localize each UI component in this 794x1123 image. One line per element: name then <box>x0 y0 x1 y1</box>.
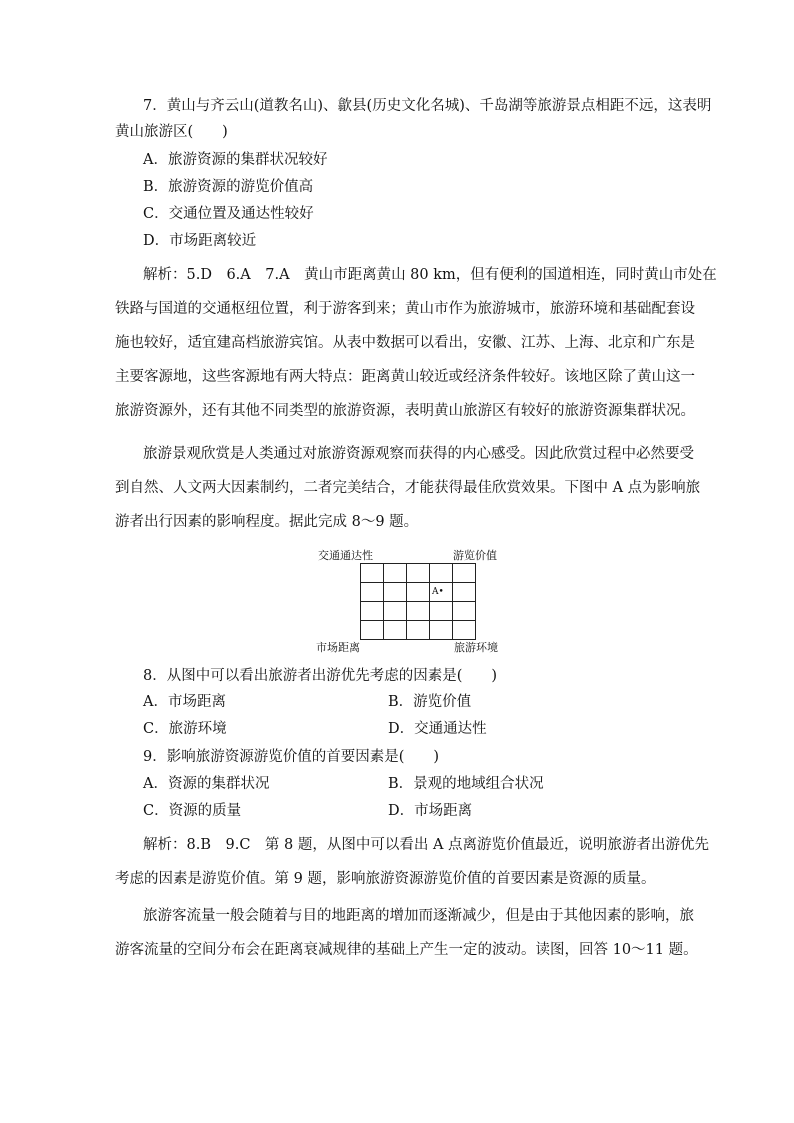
q8-option-d: D．交通通达性 <box>388 721 487 737</box>
q8-option-b: B．游览价值 <box>388 694 472 710</box>
factor-grid-figure <box>316 546 506 654</box>
figure-point-a-label: A• <box>432 587 444 597</box>
q8-option-a: A．市场距离 <box>143 694 226 710</box>
figure-label-bottom-left: 市场距离 <box>316 641 360 654</box>
analysis1-line5: 旅游资源外，还有其他不同类型的旅游资源，表明黄山旅游区有较好的旅游资源集群状况。 <box>115 403 695 419</box>
intro3-line2: 游客流量的空间分布会在距离衰减规律的基础上产生一定的波动。读图，回答 10～11 题。 <box>115 942 698 958</box>
analysis1-line4: 主要客源地，这些客源地有两大特点：距离黄山较近或经济条件较好。该地区除了黄山这一 <box>115 369 695 385</box>
analysis1-line2: 铁路与国道的交通枢纽位置，利于游客到来；黄山市作为旅游城市，旅游环境和基础配套设 <box>115 301 695 317</box>
figure-label-top-right: 游览价值 <box>453 549 497 562</box>
q9-option-b: B．景观的地域组合状况 <box>388 776 544 792</box>
figure-grid <box>360 563 476 640</box>
q7-option-b: B．旅游资源的游览价值高 <box>143 179 314 195</box>
q8-stem: 8．从图中可以看出旅游者出游优先考虑的因素是( ) <box>143 668 498 684</box>
analysis1-line1: 解析：5.D 6.A 7.A 黄山市距离黄山 80 km，但有便利的国道相连，同时黄山市处在 <box>143 267 717 283</box>
intro3-line1: 旅游客流量一般会随着与目的地距离的增加而逐渐减少，但是由于其他因素的影响，旅 <box>143 908 694 924</box>
intro2-line1: 旅游景观欣赏是人类通过对旅游资源观察而获得的内心感受。因此欣赏过程中必然要受 <box>143 446 694 462</box>
q7-option-d: D．市场距离较近 <box>143 233 257 249</box>
figure-label-top-left: 交通通达性 <box>318 549 373 562</box>
q7-stem-line1: 7．黄山与齐云山(道教名山)、歙县(历史文化名城)、千岛湖等旅游景点相距不远，这表明 <box>143 98 712 114</box>
analysis1-line3: 施也较好，适宜建高档旅游宾馆。从表中数据可以看出，安徽、江苏、上海、北京和广东是 <box>115 335 695 351</box>
q9-option-d: D．市场距离 <box>388 803 473 819</box>
q9-option-a: A．资源的集群状况 <box>143 776 270 792</box>
figure-label-bottom-right: 旅游环境 <box>454 641 498 654</box>
q7-option-a: A．旅游资源的集群状况较好 <box>143 152 328 168</box>
q7-option-c: C．交通位置及通达性较好 <box>143 206 314 222</box>
q9-option-c: C．资源的质量 <box>143 803 242 819</box>
q7-stem-line2: 黄山旅游区( ) <box>115 124 228 140</box>
q8-option-c: C．旅游环境 <box>143 721 227 737</box>
analysis2-line2: 考虑的因素是游览价值。第 9 题，影响旅游资源游览价值的首要因素是资源的质量。 <box>115 871 656 887</box>
q9-stem: 9．影响旅游资源游览价值的首要因素是( ) <box>143 749 440 765</box>
analysis2-line1: 解析：8.B 9.C 第 8 题，从图中可以看出 A 点离游览价值最近，说明旅游者出游优先 <box>143 837 710 853</box>
intro2-line2: 到自然、人文两大因素制约，二者完美结合，才能获得最佳欣赏效果。下图中 A 点为影响旅 <box>115 480 701 496</box>
intro2-line3: 游者出行因素的影响程度。据此完成 8～9 题。 <box>115 514 419 530</box>
